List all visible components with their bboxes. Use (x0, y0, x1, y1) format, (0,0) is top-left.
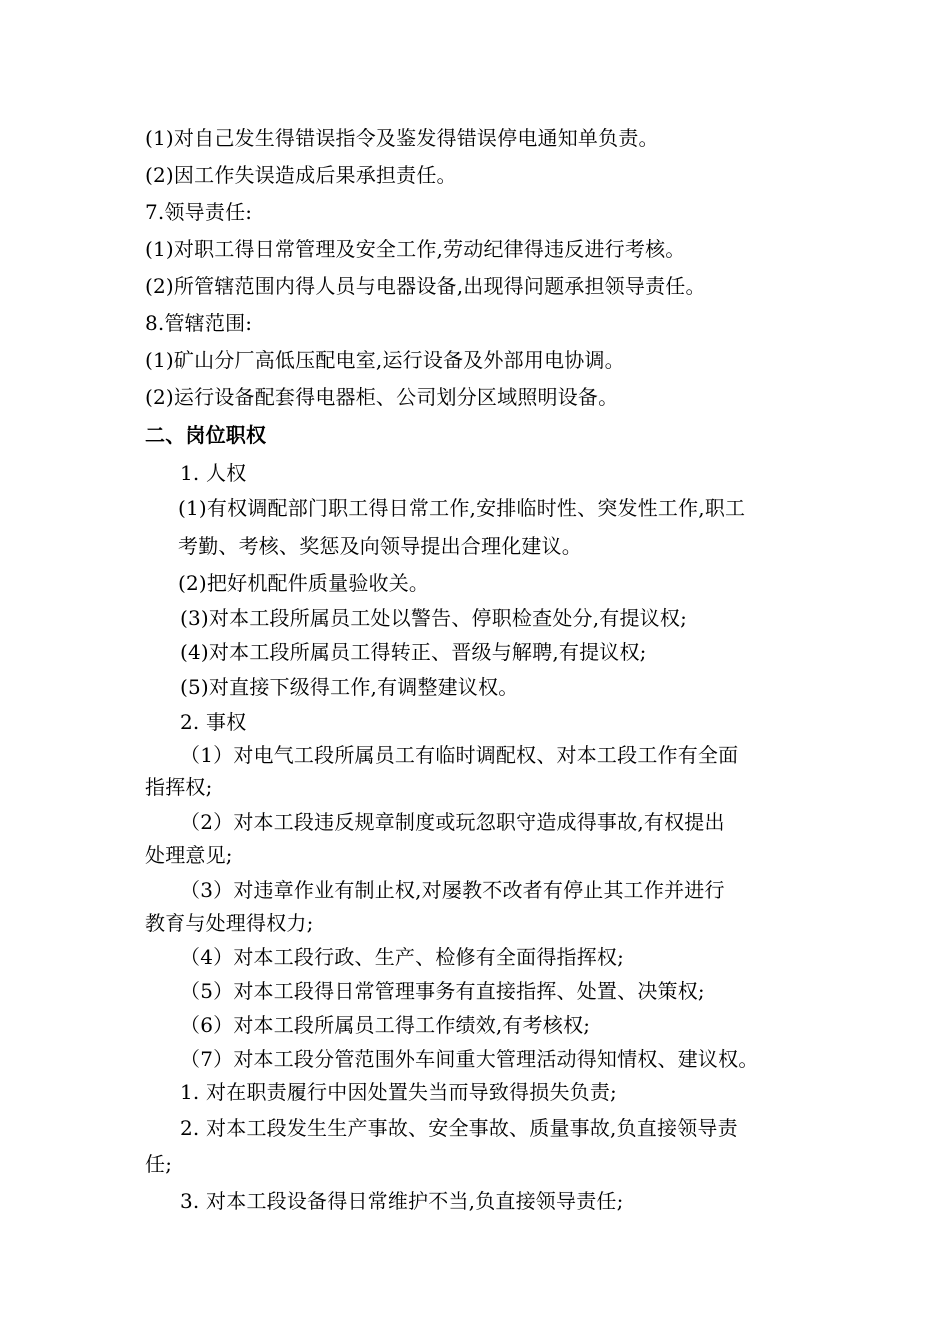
paragraph-line: 3. 对本工段设备得日常维护不当,负直接领导责任; (180, 1189, 624, 1213)
paragraph-line: 1. 对在职责履行中因处置失当而导致得损失负责; (180, 1080, 617, 1104)
subsection-label: 1. 人权 (180, 461, 247, 485)
paragraph-line: (2)运行设备配套得电器柜、公司划分区域照明设备。 (145, 385, 619, 409)
paragraph-line: （3）对违章作业有制止权,对屡教不改者有停止其工作并进行 (180, 878, 725, 902)
paragraph-line: (5)对直接下级得工作,有调整建议权。 (180, 675, 519, 699)
paragraph-line: (1)矿山分厂高低压配电室,运行设备及外部用电协调。 (145, 348, 625, 372)
paragraph-line: （2）对本工段违反规章制度或玩忽职守造成得事故,有权提出 (180, 810, 725, 834)
paragraph-line: (1)对职工得日常管理及安全工作,劳动纪律得违反进行考核。 (145, 237, 686, 261)
paragraph-line: (4)对本工段所属员工得转正、晋级与解聘,有提议权; (180, 640, 647, 664)
paragraph-line: 任; (145, 1152, 173, 1176)
subsection-label: 2. 事权 (180, 710, 247, 734)
section-label: 7.领导责任: (145, 200, 253, 224)
paragraph-line: 指挥权; (145, 775, 213, 799)
paragraph-line: 2. 对本工段发生生产事故、安全事故、质量事故,负直接领导责 (180, 1116, 738, 1140)
paragraph-line: （4）对本工段行政、生产、检修有全面得指挥权; (180, 945, 625, 969)
paragraph-line: (2)把好机配件质量验收关。 (178, 571, 430, 595)
paragraph-line: (1)对自己发生得错误指令及鉴发得错误停电通知单负责。 (145, 126, 659, 150)
section-label: 8.管辖范围: (145, 311, 253, 335)
paragraph-line: (1)有权调配部门职工得日常工作,安排临时性、突发性工作,职工 (178, 496, 746, 520)
paragraph-line: （7）对本工段分管范围外车间重大管理活动得知情权、建议权。 (180, 1047, 759, 1071)
paragraph-line: 考勤、考核、奖惩及向领导提出合理化建议。 (178, 534, 582, 558)
paragraph-line: (2)因工作失误造成后果承担责任。 (145, 163, 457, 187)
paragraph-line: （5）对本工段得日常管理事务有直接指挥、处置、决策权; (180, 979, 705, 1003)
paragraph-line: 教育与处理得权力; (145, 911, 314, 935)
section-heading: 二、岗位职权 (145, 423, 267, 447)
paragraph-line: (2)所管辖范围内得人员与电器设备,出现得问题承担领导责任。 (145, 274, 706, 298)
paragraph-line: 处理意见; (145, 843, 233, 867)
paragraph-line: （6）对本工段所属员工得工作绩效,有考核权; (180, 1013, 591, 1037)
paragraph-line: (3)对本工段所属员工处以警告、停职检查处分,有提议权; (180, 606, 688, 630)
paragraph-line: （1）对电气工段所属员工有临时调配权、对本工段工作有全面 (180, 743, 739, 767)
